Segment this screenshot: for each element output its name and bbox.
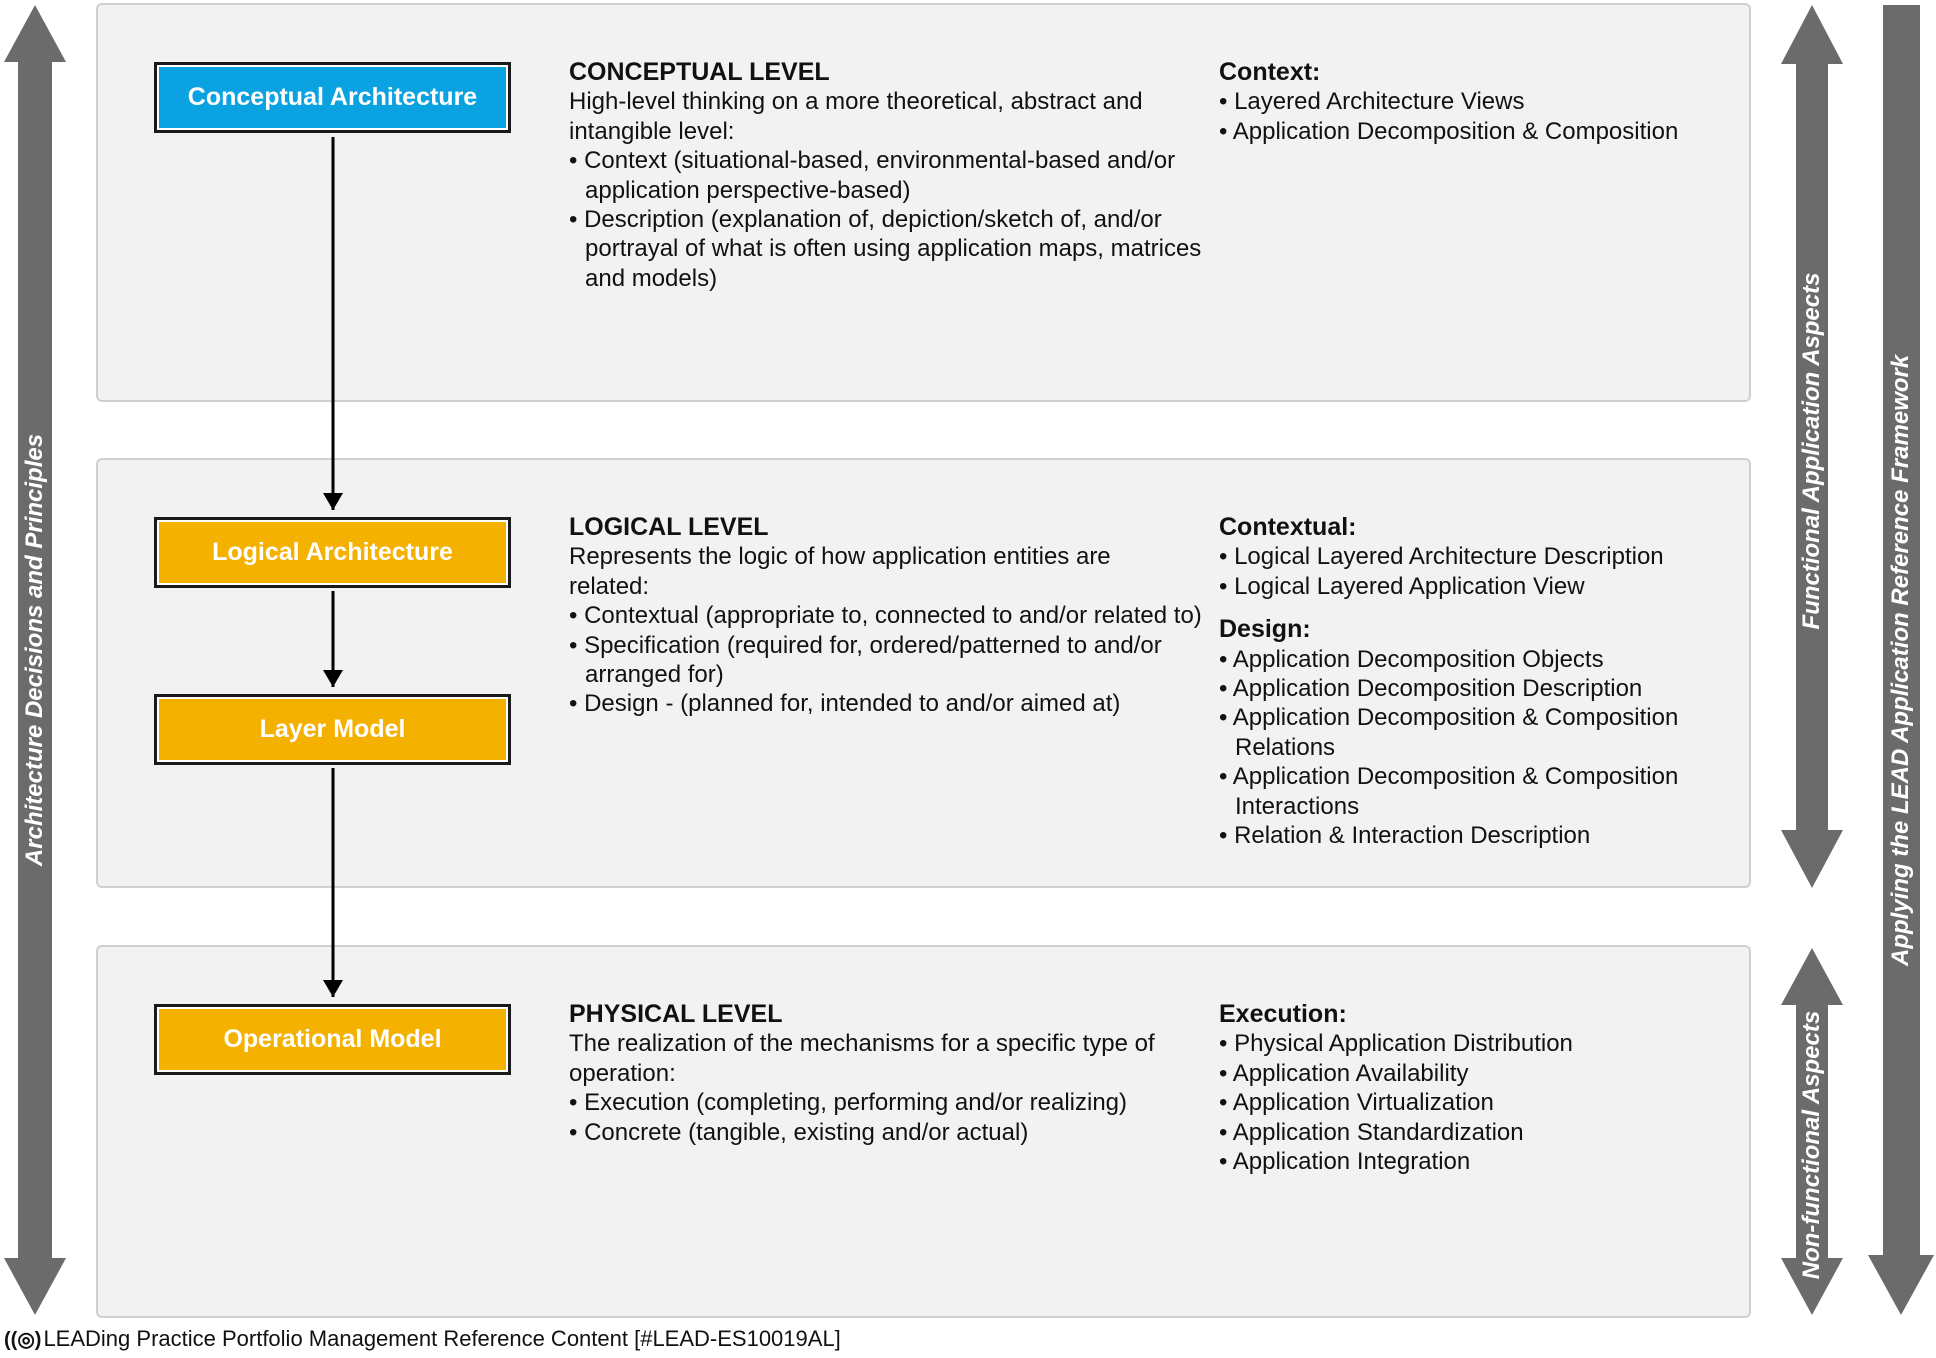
logical-details [1219, 513, 1729, 850]
level-bullet: • Contextual (appropriate to, connected to and/or related to) [569, 602, 1202, 630]
physical-description [569, 1000, 1209, 1147]
level-bullet: • Specification (required for, ordered/patterned to and/or arranged for) [569, 631, 1162, 689]
level-title: CONCEPTUAL LEVEL [569, 58, 830, 86]
level-bullet: • Design - (planned for, intended to and/or aimed at) [569, 690, 1121, 718]
level-title: PHYSICAL LEVEL [569, 1000, 783, 1028]
group-item: • Physical Application Distribution [1219, 1030, 1573, 1058]
level-intro: related: [569, 572, 650, 600]
level-title: LOGICAL LEVEL [569, 513, 769, 541]
group-item: • Application Decomposition & Composition Relations [1219, 704, 1679, 761]
left-axis-label: Architecture Decisions and Principles [21, 433, 48, 867]
group-item: • Application Decomposition & Composition [1219, 117, 1679, 145]
footer-text: Ding Practice Portfolio Management Reference Content [#LEAD-ES10019AL] [85, 1326, 841, 1351]
group-item: • Logical Layered Architecture Description [1219, 543, 1664, 571]
level-intro: High-level thinking on a more theoretical, abstract and [569, 88, 1143, 116]
group-heading: Design: [1219, 615, 1311, 644]
group-item: • Application Decomposition Description [1219, 675, 1643, 703]
group-item: • Application Availability [1219, 1059, 1469, 1087]
level-bullet: • Description (explanation of, depiction/sketch of, and/or portrayal of what is often using application maps, matrices and models) [569, 206, 1202, 292]
operational-model-box: Operational Model [154, 1004, 511, 1075]
conceptual-description [569, 58, 1209, 293]
framework-label: Applying the LEAD Application Reference Framework [1887, 354, 1914, 966]
group-item: • Logical Layered Application View [1219, 572, 1585, 600]
lead-logo-icon: ((◎) [4, 1328, 42, 1351]
group-heading: Execution: [1219, 1000, 1347, 1028]
level-bullet: • Concrete (tangible, existing and/or actual) [569, 1118, 1029, 1146]
logical-architecture-box: Logical Architecture [154, 517, 511, 588]
functional-aspects-label: Functional Application Aspects [1798, 272, 1825, 630]
level-bullet: • Execution (completing, performing and/or realizing) [569, 1089, 1127, 1117]
conceptual-details [1219, 58, 1739, 146]
group-item: • Application Decomposition & Composition Interactions [1219, 763, 1679, 820]
logical-description [569, 513, 1209, 719]
group-heading: Contextual: [1219, 513, 1357, 541]
group-item: • Application Standardization [1219, 1118, 1524, 1146]
group-heading: Context: [1219, 58, 1321, 86]
level-intro: The realization of the mechanisms for a specific type of [569, 1030, 1155, 1058]
group-item: • Application Virtualization [1219, 1089, 1494, 1117]
level-bullet: • Context (situational-based, environmental-based and/or application perspective-based) [569, 147, 1176, 204]
group-item: • Layered Architecture Views [1219, 88, 1525, 116]
level-intro: intangible level: [569, 117, 735, 145]
group-item: • Application Integration [1219, 1148, 1471, 1176]
non-functional-aspects-label: Non-functional Aspects [1798, 1010, 1825, 1280]
level-intro: Represents the logic of how application entities are [569, 543, 1111, 571]
footer [4, 1326, 841, 1352]
physical-details [1219, 1000, 1739, 1176]
level-intro: operation: [569, 1059, 676, 1087]
conceptual-architecture-box: Conceptual Architecture [154, 62, 511, 133]
group-item: • Application Decomposition Objects [1219, 645, 1604, 673]
layer-model-box: Layer Model [154, 694, 511, 765]
footer-logo-text: LEA [43, 1326, 86, 1351]
group-item: • Relation & Interaction Description [1219, 822, 1591, 850]
